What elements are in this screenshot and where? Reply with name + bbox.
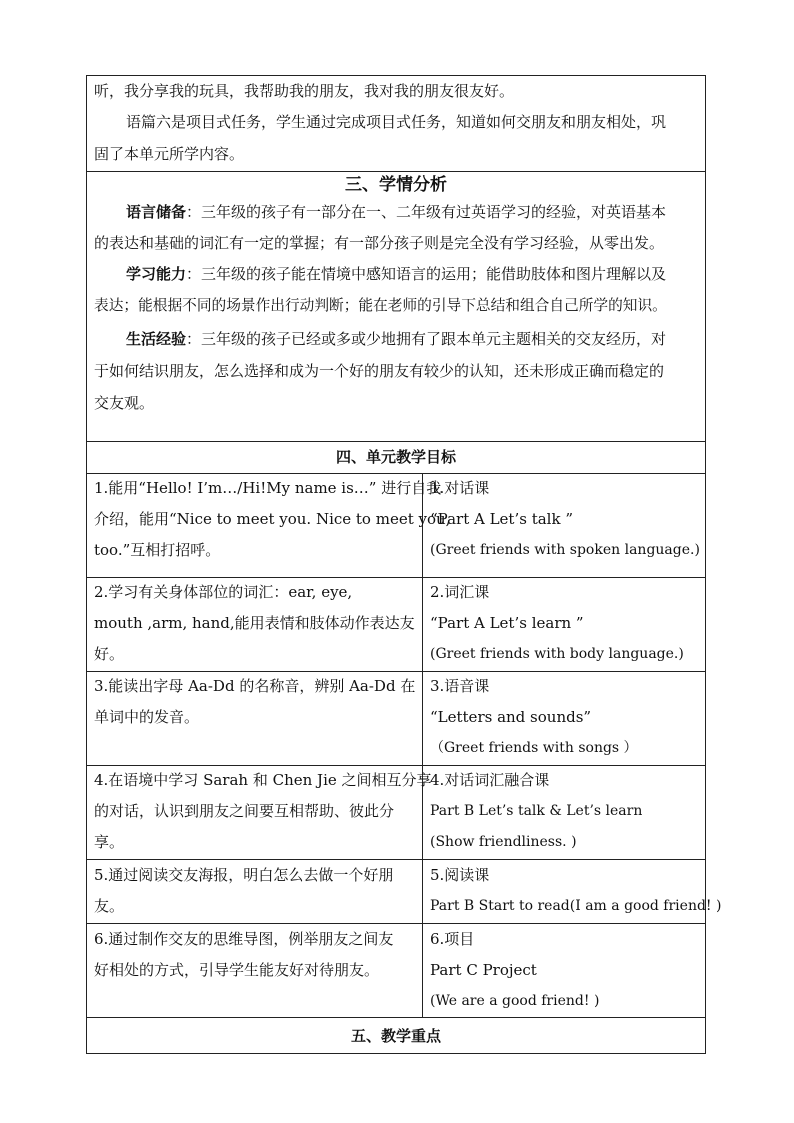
- paragraph-text: ：三年级的孩子能在情境中感知语言的运用；能借助肢体和图片理解以及: [186, 265, 667, 283]
- lesson-title: “Part A Let’s learn ”: [430, 614, 584, 632]
- paragraph-label: 学习能力: [126, 265, 187, 283]
- objective-line: 介绍，能用“Nice to meet you. Nice to meet you,: [94, 510, 451, 528]
- lesson-theme: (Show friendliness. ): [430, 834, 577, 850]
- objective-line: 5.通过阅读交友海报，明白怎么去做一个好朋: [94, 866, 394, 884]
- lesson-title: “Letters and sounds”: [430, 708, 592, 726]
- lesson-type: 4.对话词汇融合课: [430, 771, 550, 789]
- section-title: 三、学情分析: [345, 175, 447, 195]
- objective-line: 1.能用“Hello! I’m…/Hi!My name is…” 进行自我: [94, 479, 442, 497]
- objective-line: 单词中的发音。: [94, 708, 200, 726]
- paragraph-line: 听，我分享我的玩具，我帮助我的朋友，我对我的朋友很友好。: [94, 82, 515, 100]
- paragraph-line: 交友观。: [94, 394, 155, 412]
- paragraph-line: 语篇六是项目式任务，学生通过完成项目式任务，知道如何交朋友和朋友相处，巩: [126, 113, 667, 131]
- objective-line: 6.通过制作交友的思维导图，例举朋友之间友: [94, 930, 394, 948]
- paragraph-text: ：三年级的孩子已经或多或少地拥有了跟本单元主题相关的交友经历，对: [186, 330, 667, 348]
- section-title: 四、单元教学目标: [335, 448, 456, 466]
- lesson-title: “Part A Let’s talk ”: [430, 510, 573, 528]
- objective-line: 4.在语境中学习 Sarah 和 Chen Jie 之间相互分享: [94, 771, 432, 789]
- lesson-type: 3.语音课: [430, 677, 490, 695]
- lesson-type: 5.阅读课: [430, 866, 490, 884]
- lesson-theme: (We are a good friend! ): [430, 993, 600, 1009]
- lesson-title: Part B Start to read(I am a good friend! ): [430, 898, 722, 914]
- objective-line: 2.学习有关身体部位的词汇：ear, eye,: [94, 583, 353, 601]
- paragraph-line: [126, 197, 666, 228]
- lesson-title: Part B Let’s talk & Let’s learn: [430, 803, 643, 819]
- lesson-theme: (Greet friends with body language.): [430, 646, 684, 662]
- column-divider: [422, 473, 423, 1017]
- paragraph-label: 语言储备: [126, 203, 187, 221]
- lesson-type: 2.词汇课: [430, 583, 490, 601]
- paragraph-line: 表达；能根据不同的场景作出行动判断；能在老师的引导下总结和组合自己所学的知识。: [94, 297, 667, 314]
- objective-line: 好相处的方式，引导学生能友好对待朋友。: [94, 961, 380, 979]
- lesson-title: Part C Project: [430, 961, 537, 979]
- paragraph-line: 的表达和基础的词汇有一定的掌握；有一部分孩子则是完全没有学习经验，从零出发。: [94, 234, 665, 252]
- objective-line: 友。: [94, 897, 125, 915]
- lesson-type: 1.对话课: [430, 479, 490, 497]
- objective-line: mouth ,arm, hand,能用表情和肢体动作表达友: [94, 614, 415, 632]
- lesson-type: 6.项目: [430, 930, 475, 948]
- objective-line: 的对话，认识到朋友之间要互相帮助、彼此分: [94, 802, 395, 820]
- paragraph-line: 于如何结识朋友，怎么选择和成为一个好的朋友有较少的认知，还未形成正确而稳定的: [94, 362, 665, 380]
- section-title: 五、教学重点: [350, 1027, 441, 1045]
- objective-line: 享。: [94, 833, 125, 851]
- lesson-theme: (Greet friends with spoken language.): [430, 542, 700, 558]
- paragraph-label: 生活经验: [126, 330, 187, 348]
- objective-line: 3.能读出字母 Aa-Dd 的名称音，辨别 Aa-Dd 在: [94, 677, 416, 695]
- lesson-theme: （Greet friends with songs ）: [430, 740, 638, 756]
- paragraph-line: [126, 324, 666, 355]
- objective-line: too.”互相打招呼。: [94, 541, 221, 559]
- paragraph-line: [126, 259, 666, 290]
- objective-line: 好。: [94, 645, 125, 663]
- paragraph-line: 固了本单元所学内容。: [94, 145, 245, 163]
- paragraph-text: ：三年级的孩子有一部分在一、二年级有过英语学习的经验，对英语基本: [186, 203, 667, 221]
